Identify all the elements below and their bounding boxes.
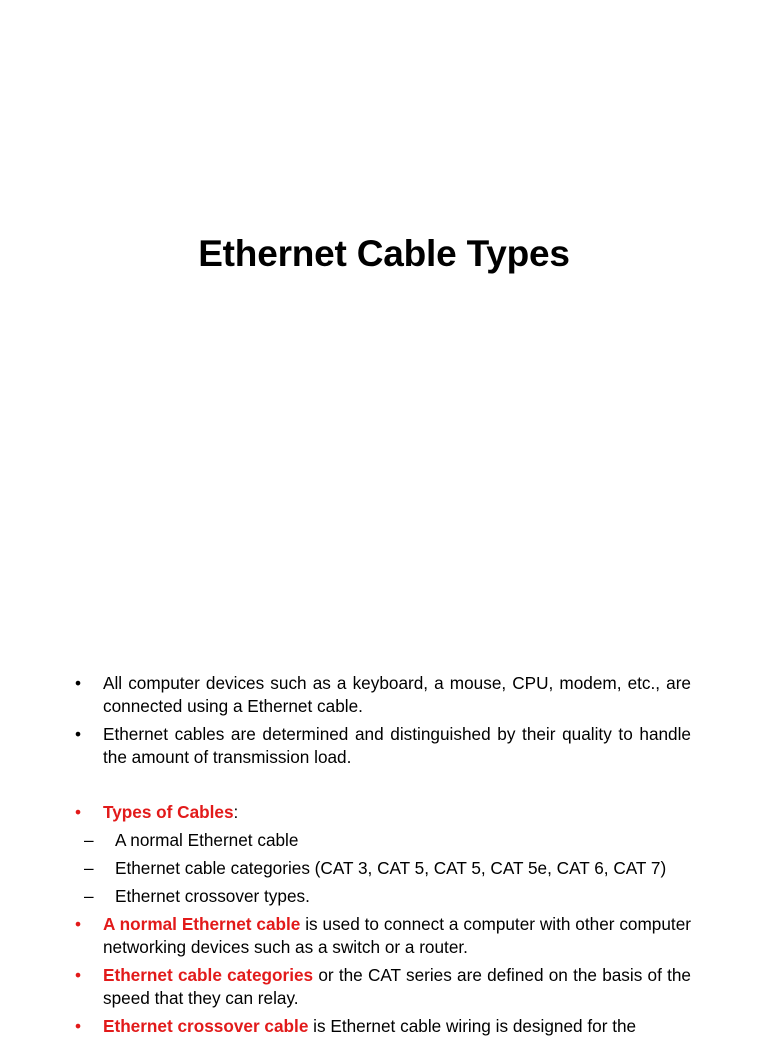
sub-item-text: Ethernet crossover types. (115, 886, 310, 906)
definition-term: Ethernet crossover cable (103, 1016, 309, 1036)
slide-content (74, 672, 691, 1043)
sub-list-item (74, 857, 691, 880)
bullet-icon: • (75, 673, 82, 693)
slide-title: Ethernet Cable Types (198, 233, 570, 274)
bullet-icon: • (75, 724, 82, 744)
types-sub-list (84, 829, 691, 908)
bullet-item (74, 723, 691, 769)
definition-term: Ethernet cable categories (103, 965, 314, 985)
definition-text: is Ethernet cable wiring is designed for the (308, 1016, 637, 1036)
definition-text: or the CAT series are defined on the basis of the speed that they can relay. (103, 965, 691, 1008)
dash-icon: – (84, 830, 94, 850)
definition-item (74, 1015, 691, 1038)
dash-icon: – (84, 886, 94, 906)
definition-text: is used to connect a computer with other computer networking devices such as a switch or a router. (103, 914, 691, 957)
types-of-cables-item (74, 801, 691, 908)
bullet-icon: • (75, 914, 82, 934)
definition-item (74, 913, 691, 959)
definition-term: A normal Ethernet cable (103, 914, 301, 934)
bullet-text: All computer devices such as a keyboard, a mouse, CPU, modem, etc., are connected using a Ethernet cable. (103, 673, 691, 716)
bullet-item (74, 672, 691, 718)
bullet-text: Ethernet cables are determined and distinguished by their quality to handle the amount of transmission load. (103, 724, 691, 767)
types-of-cables-colon: : (233, 802, 239, 822)
sub-item-text: Ethernet cable categories (CAT 3, CAT 5, CAT 5, CAT 5e, CAT 6, CAT 7) (115, 858, 667, 878)
bullet-icon: • (75, 802, 82, 822)
bullet-icon: • (75, 1016, 82, 1036)
sub-list-item (74, 885, 691, 908)
sub-list-item (74, 829, 691, 852)
bullet-icon: • (75, 965, 82, 985)
dash-icon: – (84, 858, 94, 878)
types-of-cables-heading: Types of Cables (103, 802, 234, 822)
definition-item (74, 964, 691, 1010)
sub-item-text: A normal Ethernet cable (115, 830, 299, 850)
